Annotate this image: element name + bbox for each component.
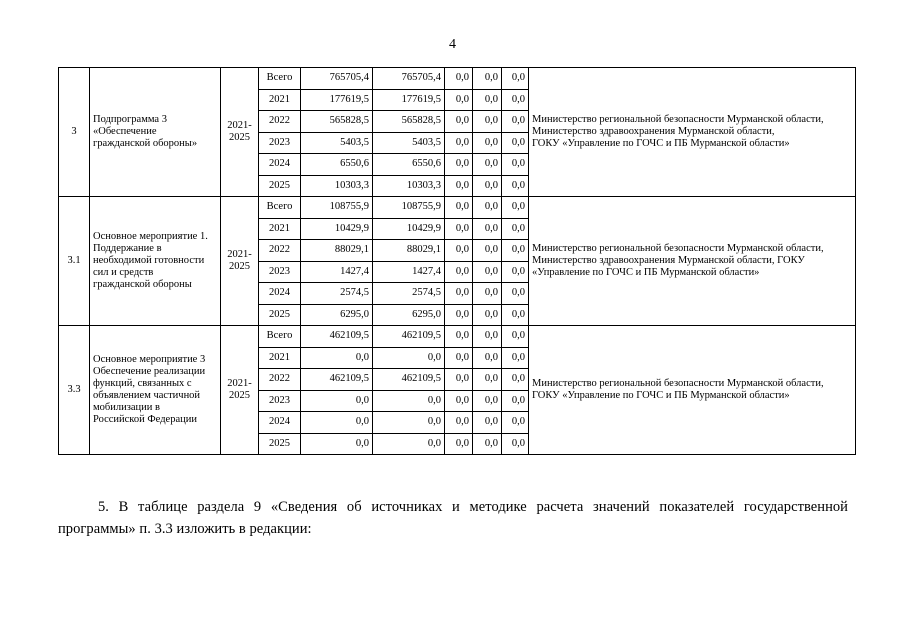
table-row: [59, 326, 856, 348]
regional-value: [373, 347, 445, 369]
year-label-text: 2025: [269, 308, 290, 320]
regional-value: [373, 412, 445, 434]
value-col-3-text: 0,0: [455, 93, 469, 105]
value-col-4: [473, 154, 502, 176]
total-value: [301, 347, 373, 369]
value-col-4-text: 0,0: [484, 351, 498, 363]
regional-value-text: 462109,5: [401, 373, 441, 385]
value-col-4-text: 0,0: [484, 201, 498, 213]
total-value-text: 6550,6: [340, 158, 369, 170]
executors-cell: [529, 197, 856, 326]
regional-value-text: 6550,6: [412, 158, 441, 170]
value-col-4-text: 0,0: [484, 222, 498, 234]
value-col-4: [473, 89, 502, 111]
year-label: [259, 175, 301, 197]
value-col-3-text: 0,0: [455, 437, 469, 449]
value-col-4: [473, 412, 502, 434]
year-label-text: 2024: [269, 158, 290, 170]
value-col-4: [473, 261, 502, 283]
year-label-text: 2021: [269, 222, 290, 234]
value-col-4: [473, 304, 502, 326]
value-col-5: [502, 433, 529, 455]
year-label-text: 2024: [269, 287, 290, 299]
executors-cell-text: Министерство региональной безопасности Мурманской области, Министерство здравоохранения Мурманской области, ГОКУ «Управление по ГОЧС и ПБ Мурманской области»: [532, 114, 824, 149]
total-value-text: 0,0: [355, 394, 369, 406]
value-col-5-text: 0,0: [511, 373, 525, 385]
value-col-5-text: 0,0: [511, 72, 525, 84]
regional-value: [373, 283, 445, 305]
total-value-text: 88029,1: [334, 244, 369, 256]
value-col-5: [502, 326, 529, 348]
value-col-3-text: 0,0: [455, 179, 469, 191]
value-col-5-text: 0,0: [511, 265, 525, 277]
value-col-5: [502, 283, 529, 305]
value-col-3: [445, 261, 473, 283]
total-value-text: 1427,4: [340, 265, 369, 277]
row-index: [59, 68, 90, 197]
period-cell: [221, 68, 259, 197]
total-value-text: 108755,9: [329, 201, 369, 213]
value-col-5: [502, 197, 529, 219]
value-col-5-text: 0,0: [511, 136, 525, 148]
total-value-text: 462109,5: [329, 373, 369, 385]
total-value: [301, 261, 373, 283]
value-col-4-text: 0,0: [484, 244, 498, 256]
value-col-3: [445, 240, 473, 262]
year-label: [259, 218, 301, 240]
value-col-5-text: 0,0: [511, 179, 525, 191]
total-value-text: 2574,5: [340, 287, 369, 299]
value-col-5: [502, 218, 529, 240]
regional-value: [373, 68, 445, 90]
value-col-3: [445, 154, 473, 176]
total-value: [301, 412, 373, 434]
regional-value-text: 0,0: [427, 394, 441, 406]
regional-value: [373, 197, 445, 219]
year-label-text: Всего: [266, 72, 293, 84]
value-col-5-text: 0,0: [511, 330, 525, 342]
value-col-4-text: 0,0: [484, 394, 498, 406]
year-label-text: 2021: [269, 351, 290, 363]
value-col-5-text: 0,0: [511, 93, 525, 105]
regional-value-text: 10303,3: [406, 179, 441, 191]
regional-value-text: 88029,1: [406, 244, 441, 256]
regional-value-text: 2574,5: [412, 287, 441, 299]
total-value: [301, 326, 373, 348]
value-col-4-text: 0,0: [484, 416, 498, 428]
value-col-4-text: 0,0: [484, 287, 498, 299]
page-number: 4: [449, 37, 456, 52]
year-label: [259, 283, 301, 305]
measure-title: [90, 326, 221, 455]
value-col-4-text: 0,0: [484, 437, 498, 449]
value-col-3: [445, 326, 473, 348]
regional-value: [373, 132, 445, 154]
table-row: [59, 68, 856, 90]
year-label: [259, 412, 301, 434]
value-col-5-text: 0,0: [511, 115, 525, 127]
value-col-3: [445, 412, 473, 434]
total-value: [301, 283, 373, 305]
value-col-5-text: 0,0: [511, 416, 525, 428]
value-col-5-text: 0,0: [511, 222, 525, 234]
total-value-text: 565828,5: [329, 115, 369, 127]
total-value: [301, 369, 373, 391]
measure-title: [90, 197, 221, 326]
measure-title-text: Основное мероприятие 3 Обеспечение реализации функций, связанных с объявлением частичной мобилизации в Российской Федерации: [93, 354, 206, 425]
value-col-5: [502, 304, 529, 326]
value-col-3-text: 0,0: [455, 351, 469, 363]
value-col-5: [502, 68, 529, 90]
total-value-text: 10429,9: [334, 222, 369, 234]
year-label: [259, 132, 301, 154]
value-col-3-text: 0,0: [455, 416, 469, 428]
value-col-4-text: 0,0: [484, 265, 498, 277]
year-label-text: 2021: [269, 93, 290, 105]
total-value-text: 462109,5: [329, 330, 369, 342]
value-col-3-text: 0,0: [455, 115, 469, 127]
value-col-4-text: 0,0: [484, 308, 498, 320]
value-col-3: [445, 218, 473, 240]
year-label-text: 2024: [269, 416, 290, 428]
value-col-5: [502, 412, 529, 434]
year-label: [259, 240, 301, 262]
total-value-text: 6295,0: [340, 308, 369, 320]
year-label: [259, 261, 301, 283]
year-label-text: Всего: [266, 201, 293, 213]
year-label-text: 2023: [269, 265, 290, 277]
value-col-4: [473, 326, 502, 348]
year-label: [259, 111, 301, 133]
total-value: [301, 89, 373, 111]
regional-value: [373, 369, 445, 391]
value-col-4: [473, 132, 502, 154]
year-label: [259, 433, 301, 455]
year-label-text: 2023: [269, 394, 290, 406]
value-col-4: [473, 347, 502, 369]
value-col-4-text: 0,0: [484, 179, 498, 191]
executors-cell: [529, 68, 856, 197]
value-col-4: [473, 218, 502, 240]
value-col-5: [502, 154, 529, 176]
value-col-3-text: 0,0: [455, 287, 469, 299]
value-col-4-text: 0,0: [484, 136, 498, 148]
year-label-text: Всего: [266, 330, 293, 342]
value-col-4-text: 0,0: [484, 330, 498, 342]
value-col-5: [502, 175, 529, 197]
regional-value: [373, 111, 445, 133]
year-label-text: 2023: [269, 136, 290, 148]
regional-value-text: 0,0: [427, 416, 441, 428]
value-col-4: [473, 433, 502, 455]
value-col-5: [502, 347, 529, 369]
value-col-4-text: 0,0: [484, 158, 498, 170]
value-col-3: [445, 304, 473, 326]
value-col-3: [445, 89, 473, 111]
year-label: [259, 197, 301, 219]
value-col-3: [445, 369, 473, 391]
value-col-4: [473, 390, 502, 412]
value-col-3-text: 0,0: [455, 394, 469, 406]
regional-value: [373, 326, 445, 348]
regional-value-text: 565828,5: [401, 115, 441, 127]
value-col-3: [445, 390, 473, 412]
value-col-3: [445, 68, 473, 90]
row-index-text: 3.3: [67, 384, 81, 395]
year-label: [259, 369, 301, 391]
value-col-3: [445, 433, 473, 455]
period-cell: [221, 197, 259, 326]
measure-title: [90, 68, 221, 197]
value-col-3-text: 0,0: [455, 330, 469, 342]
value-col-4: [473, 369, 502, 391]
regional-value-text: 0,0: [427, 437, 441, 449]
total-value: [301, 218, 373, 240]
executors-cell-text: Министерство региональной безопасности Мурманской области, Министерство здравоохранения Мурманской области, ГОКУ «Управление по ГОЧС и ПБ Мурманской области»: [532, 243, 824, 278]
regional-value: [373, 390, 445, 412]
regional-value: [373, 218, 445, 240]
value-col-4-text: 0,0: [484, 373, 498, 385]
regional-value-text: 108755,9: [401, 201, 441, 213]
executors-cell: [529, 326, 856, 455]
year-label-text: 2025: [269, 437, 290, 449]
regional-value-text: 6295,0: [412, 308, 441, 320]
value-col-3: [445, 175, 473, 197]
value-col-4: [473, 68, 502, 90]
regional-value: [373, 175, 445, 197]
total-value: [301, 154, 373, 176]
period-cell-text: 2021- 2025: [227, 378, 252, 401]
row-index: [59, 326, 90, 455]
value-col-3-text: 0,0: [455, 373, 469, 385]
value-col-3: [445, 132, 473, 154]
value-col-5-text: 0,0: [511, 287, 525, 299]
regional-value-text: 462109,5: [401, 330, 441, 342]
row-index-text: 3: [71, 126, 77, 137]
table-row: [59, 197, 856, 219]
value-col-5: [502, 89, 529, 111]
year-label: [259, 68, 301, 90]
year-label-text: 2025: [269, 179, 290, 191]
period-cell: [221, 326, 259, 455]
value-col-3-text: 0,0: [455, 158, 469, 170]
year-label: [259, 304, 301, 326]
value-col-4: [473, 175, 502, 197]
value-col-5: [502, 390, 529, 412]
total-value: [301, 240, 373, 262]
year-label: [259, 390, 301, 412]
value-col-4: [473, 111, 502, 133]
regional-value-text: 1427,4: [412, 265, 441, 277]
value-col-5: [502, 369, 529, 391]
value-col-5: [502, 132, 529, 154]
row-index: [59, 197, 90, 326]
regional-value-text: 0,0: [427, 351, 441, 363]
year-label: [259, 326, 301, 348]
year-label-text: 2022: [269, 244, 290, 256]
value-col-5-text: 0,0: [511, 437, 525, 449]
regional-value-text: 177619,5: [401, 93, 441, 105]
regional-value: [373, 89, 445, 111]
total-value-text: 765705,4: [329, 72, 369, 84]
total-value-text: 10303,3: [334, 179, 369, 191]
value-col-5-text: 0,0: [511, 394, 525, 406]
total-value-text: 0,0: [355, 416, 369, 428]
value-col-5-text: 0,0: [511, 308, 525, 320]
total-value-text: 177619,5: [329, 93, 369, 105]
value-col-5: [502, 111, 529, 133]
value-col-4: [473, 197, 502, 219]
regional-value: [373, 154, 445, 176]
total-value-text: 0,0: [355, 437, 369, 449]
period-cell-text: 2021- 2025: [227, 249, 252, 272]
value-col-4-text: 0,0: [484, 115, 498, 127]
executors-cell-text: Министерство региональной безопасности Мурманской области, ГОКУ «Управление по ГОЧС и ПБ Мурманской области»: [532, 378, 824, 401]
regional-value-text: 765705,4: [401, 72, 441, 84]
amendment-paragraph: 5. В таблице раздела 9 «Сведения об источниках и методике расчета значений показателей государственной программы» п. 3.3 изложить в редакции:: [58, 499, 848, 537]
year-label-text: 2022: [269, 115, 290, 127]
value-col-3-text: 0,0: [455, 265, 469, 277]
total-value: [301, 197, 373, 219]
year-label: [259, 89, 301, 111]
total-value-text: 0,0: [355, 351, 369, 363]
year-label-text: 2022: [269, 373, 290, 385]
value-col-3: [445, 111, 473, 133]
year-label: [259, 154, 301, 176]
value-col-5-text: 0,0: [511, 158, 525, 170]
total-value: [301, 175, 373, 197]
row-index-text: 3.1: [67, 255, 81, 266]
value-col-5-text: 0,0: [511, 244, 525, 256]
value-col-3-text: 0,0: [455, 72, 469, 84]
value-col-5-text: 0,0: [511, 351, 525, 363]
value-col-3-text: 0,0: [455, 308, 469, 320]
measure-title-text: Основное мероприятие 1. Поддержание в необходимой готовности сил и средств гражданской обороны: [93, 231, 208, 290]
value-col-4: [473, 240, 502, 262]
value-col-3-text: 0,0: [455, 244, 469, 256]
total-value: [301, 433, 373, 455]
total-value-text: 5403,5: [340, 136, 369, 148]
value-col-4-text: 0,0: [484, 72, 498, 84]
value-col-3-text: 0,0: [455, 201, 469, 213]
regional-value-text: 5403,5: [412, 136, 441, 148]
value-col-5: [502, 261, 529, 283]
value-col-3-text: 0,0: [455, 222, 469, 234]
regional-value: [373, 433, 445, 455]
total-value: [301, 132, 373, 154]
total-value: [301, 111, 373, 133]
value-col-3: [445, 197, 473, 219]
value-col-3-text: 0,0: [455, 136, 469, 148]
regional-value: [373, 261, 445, 283]
year-label: [259, 347, 301, 369]
period-cell-text: 2021- 2025: [227, 120, 252, 143]
value-col-4: [473, 283, 502, 305]
regional-value-text: 10429,9: [406, 222, 441, 234]
total-value: [301, 390, 373, 412]
budget-table: [58, 67, 856, 455]
regional-value: [373, 240, 445, 262]
regional-value: [373, 304, 445, 326]
total-value: [301, 304, 373, 326]
value-col-3: [445, 283, 473, 305]
total-value: [301, 68, 373, 90]
value-col-4-text: 0,0: [484, 93, 498, 105]
value-col-5: [502, 240, 529, 262]
measure-title-text: Подпрограмма 3 «Обеспечение гражданской обороны»: [93, 114, 198, 149]
value-col-5-text: 0,0: [511, 201, 525, 213]
value-col-3: [445, 347, 473, 369]
